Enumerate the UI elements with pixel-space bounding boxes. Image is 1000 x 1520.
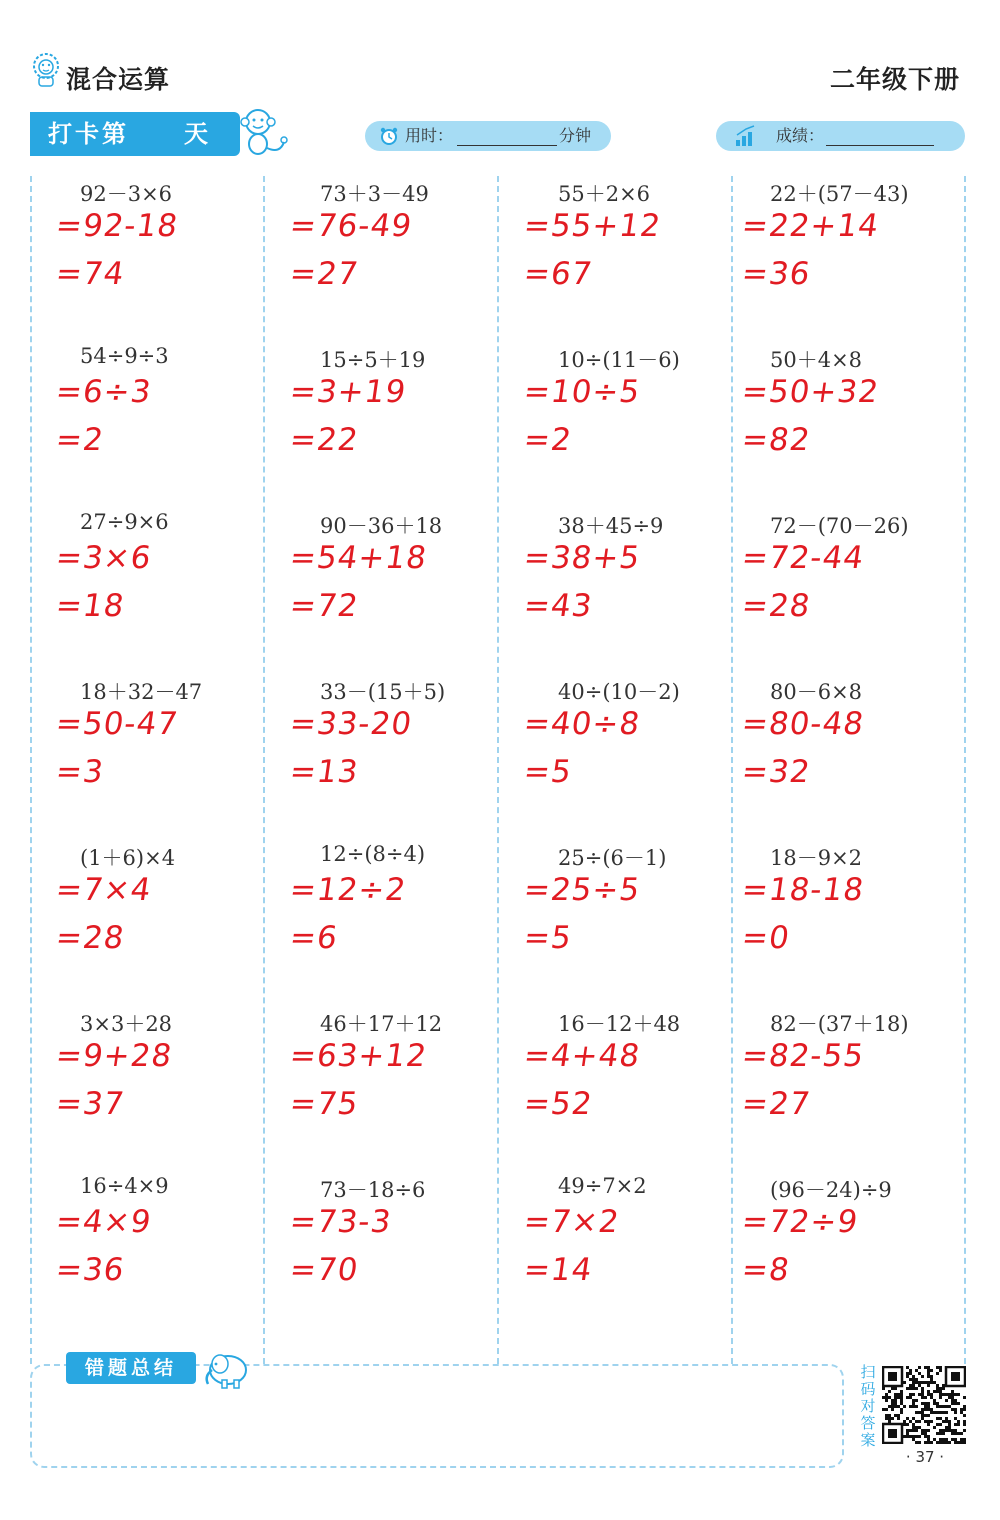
checkin-label: 打卡第 xyxy=(48,120,129,148)
handwritten-step: =55+12 xyxy=(521,208,664,244)
handwritten-step: =3×6 xyxy=(53,540,154,576)
handwritten-step: =40÷8 xyxy=(521,706,643,742)
handwritten-step: =72-44 xyxy=(739,540,867,576)
handwritten-answer: =36 xyxy=(53,1252,127,1288)
scan-answer-label: 扫码对答案 xyxy=(860,1363,876,1449)
checkin-day-label: 天 xyxy=(184,120,208,148)
handwritten-step: =80-48 xyxy=(739,706,867,742)
problem-expression: 27÷9×6 xyxy=(80,510,169,534)
problem-expression: 73＋3－49 xyxy=(320,182,429,206)
handwritten-answer: =82 xyxy=(739,422,813,458)
handwritten-answer: =3 xyxy=(53,754,107,790)
problem-expression: 92－3×6 xyxy=(80,182,173,206)
time-unit: 分钟 xyxy=(559,126,592,145)
problem-expression: 82－(37＋18) xyxy=(770,1012,909,1036)
bar-chart-icon xyxy=(734,124,758,148)
problem-expression: 55＋2×6 xyxy=(558,182,651,206)
handwritten-step: =7×2 xyxy=(521,1204,622,1240)
handwritten-step: =54+18 xyxy=(287,540,430,576)
problem-expression: 72－(70－26) xyxy=(770,514,909,538)
handwritten-step: =9+28 xyxy=(53,1038,175,1074)
problem-expression: 22＋(57－43) xyxy=(770,182,909,206)
handwritten-step: =10÷5 xyxy=(521,374,643,410)
handwritten-step: =73-3 xyxy=(287,1204,394,1240)
problem-expression: 38＋45÷9 xyxy=(558,514,664,538)
handwritten-answer: =2 xyxy=(521,422,575,458)
handwritten-step: =50-47 xyxy=(53,706,181,742)
checkin-banner xyxy=(30,112,240,156)
column-divider xyxy=(263,176,265,1364)
problem-expression: 73－18÷6 xyxy=(320,1178,426,1202)
handwritten-answer: =18 xyxy=(53,588,127,624)
problem-expression: 18＋32－47 xyxy=(80,680,203,704)
problem-expression: 54÷9÷3 xyxy=(80,344,169,368)
monkey-icon xyxy=(230,104,290,160)
problem-expression: 50＋4×8 xyxy=(770,348,863,372)
elephant-icon xyxy=(198,1346,254,1390)
column-divider xyxy=(731,176,733,1364)
handwritten-step: =76-49 xyxy=(287,208,415,244)
page-title: 混合运算 xyxy=(66,65,171,94)
handwritten-step: =22+14 xyxy=(739,208,882,244)
handwritten-step: =4+48 xyxy=(521,1038,643,1074)
handwritten-step: =7×4 xyxy=(53,872,154,908)
problem-expression: 40÷(10－2) xyxy=(558,680,680,704)
handwritten-answer: =2 xyxy=(53,422,107,458)
column-divider xyxy=(497,176,499,1364)
handwritten-answer: =43 xyxy=(521,588,595,624)
problem-expression: 15÷5＋19 xyxy=(320,348,426,372)
page-number: · 37 · xyxy=(905,1448,945,1466)
score-field xyxy=(716,121,965,151)
handwritten-step: =4×9 xyxy=(53,1204,154,1240)
problem-expression: 16－12＋48 xyxy=(558,1012,681,1036)
handwritten-step: =3+19 xyxy=(287,374,409,410)
time-label: 用时： xyxy=(405,126,454,145)
problem-expression: 49÷7×2 xyxy=(558,1174,647,1198)
lion-icon xyxy=(30,52,62,88)
mistake-summary-label: 错题总结 xyxy=(66,1352,196,1384)
problem-expression: (1＋6)×4 xyxy=(80,846,176,870)
score-label: 成绩： xyxy=(776,126,825,145)
problem-expression: 18－9×2 xyxy=(770,846,863,870)
score-input-line[interactable] xyxy=(826,125,934,146)
problem-expression: 3×3＋28 xyxy=(80,1012,173,1036)
handwritten-step: =50+32 xyxy=(739,374,882,410)
handwritten-answer: =70 xyxy=(287,1252,361,1288)
problem-expression: 80－6×8 xyxy=(770,680,863,704)
handwritten-answer: =22 xyxy=(287,422,361,458)
handwritten-step: =63+12 xyxy=(287,1038,430,1074)
handwritten-step: =6÷3 xyxy=(53,374,154,410)
handwritten-step: =92-18 xyxy=(53,208,181,244)
column-border-left xyxy=(30,176,32,1364)
column-border-right xyxy=(964,176,966,1364)
alarm-clock-icon xyxy=(379,126,399,146)
handwritten-answer: =13 xyxy=(287,754,361,790)
handwritten-step: =38+5 xyxy=(521,540,643,576)
handwritten-step: =33-20 xyxy=(287,706,415,742)
handwritten-answer: =6 xyxy=(287,920,341,956)
handwritten-answer: =5 xyxy=(521,754,575,790)
handwritten-step: =18-18 xyxy=(739,872,867,908)
problem-expression: 46＋17＋12 xyxy=(320,1012,443,1036)
handwritten-step: =82-55 xyxy=(739,1038,867,1074)
handwritten-step: =72÷9 xyxy=(739,1204,861,1240)
handwritten-answer: =75 xyxy=(287,1086,361,1122)
handwritten-answer: =28 xyxy=(739,588,813,624)
handwritten-answer: =14 xyxy=(521,1252,595,1288)
handwritten-answer: =74 xyxy=(53,256,127,292)
time-field xyxy=(365,121,611,151)
handwritten-step: =25÷5 xyxy=(521,872,643,908)
handwritten-answer: =72 xyxy=(287,588,361,624)
problem-expression: (96－24)÷9 xyxy=(770,1178,892,1202)
problem-expression: 25÷(6－1) xyxy=(558,846,667,870)
grade-label: 二年级下册 xyxy=(829,65,960,94)
handwritten-answer: =67 xyxy=(521,256,595,292)
handwritten-answer: =32 xyxy=(739,754,813,790)
handwritten-answer: =5 xyxy=(521,920,575,956)
handwritten-answer: =8 xyxy=(739,1252,793,1288)
handwritten-answer: =0 xyxy=(739,920,793,956)
handwritten-answer: =37 xyxy=(53,1086,127,1122)
qr-code-icon[interactable] xyxy=(882,1366,966,1444)
problem-expression: 90－36＋18 xyxy=(320,514,443,538)
handwritten-answer: =27 xyxy=(739,1086,813,1122)
time-input-line[interactable] xyxy=(457,125,557,146)
problem-expression: 16÷4×9 xyxy=(80,1174,169,1198)
problem-expression: 33－(15＋5) xyxy=(320,680,446,704)
handwritten-step: =12÷2 xyxy=(287,872,409,908)
handwritten-answer: =28 xyxy=(53,920,127,956)
problem-expression: 10÷(11－6) xyxy=(558,348,680,372)
problem-expression: 12÷(8÷4) xyxy=(320,842,426,866)
handwritten-answer: =36 xyxy=(739,256,813,292)
handwritten-answer: =52 xyxy=(521,1086,595,1122)
handwritten-answer: =27 xyxy=(287,256,361,292)
